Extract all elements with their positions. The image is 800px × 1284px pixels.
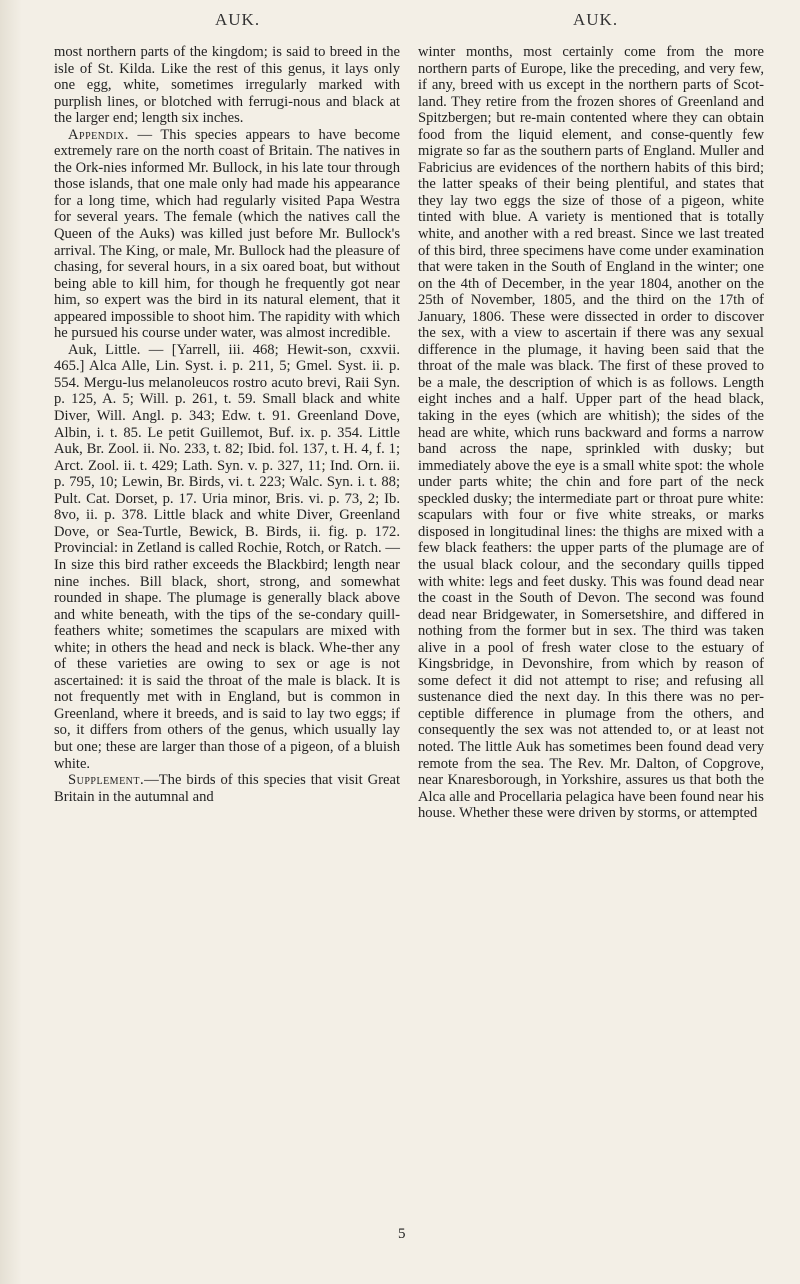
- supplement-paragraph: [54, 772, 400, 805]
- appendix-text: — This species appears to have become extremely rare on the north coast of Britain. The natives in the Ork-nies informed Mr. Bullock, in his late tour through those islands, that one male only had made his appearance for a long time, which had regularly visited Papa Westra for several years. The female (which the natives call the Queen of the Auks) was killed just before Mr. Bullock's arrival. The King, or male, Mr. Bullock had the pleasure of chasing, for several hours, in a six oared boat, but without being able to kill him, for though he frequently got near him, so expert was the bird in its natural element, that it appeared impossible to shoot him. The rapidity with which he pursued his course under water, was almost incredible.: [54, 126, 400, 342]
- page-number: 5: [398, 1226, 406, 1242]
- right-text-column: [418, 44, 764, 822]
- running-header-left: AUK.: [215, 10, 261, 29]
- paragraph: most northern parts of the kingdom; is said to breed in the isle of St. Kilda. Like the rest of this genus, it lays only one egg, white, sometimes irregularly marked with purplish lines, or blotched with ferrugi-nous and black at the larger end; length six inches.: [54, 44, 400, 127]
- appendix-paragraph: [54, 127, 400, 342]
- left-text-column: [54, 44, 400, 805]
- appendix-label: Appendix.: [68, 126, 129, 143]
- little-auk-entry: Auk, Little. — [Yarrell, iii. 468; Hewit-son, cxxvii. 465.] Alca Alle, Lin. Syst. i. p. 211, 5; Gmel. Syst. ii. p. 554. Mergu-lus melanoleucos rostro acuto brevi, Raii Syn. p. 125, A. 5; Will. p. 261, t. 59. Small black and white Diver, Will. Angl. p. 343; Edw. t. 91. Greenland Dove, Albin, i. t. 85. Le petit Guillemot, Buf. ix. p. 354. Little Auk, Br. Zool. ii. No. 233, t. 82; Ibid. fol. 137, t. H. 4, f. 1; Arct. Zool. ii. t. 429; Lath. Syn. v. p. 327, 11; Ind. Orn. ii. p. 795, 10; Lewin, Br. Birds, vi. t. 223; Walc. Syn. i. t. 88; Pult. Cat. Dorset, p. 17. Uria minor, Bris. vi. p. 73, 2; Ib. 8vo, ii. p. 378. Little black and white Diver, Greenland Dove, or Sea-Turtle, Bewick, B. Birds, ii. fig. p. 172. Provincial: in Zetland is called Rochie, Rotch, or Ratch. — In size this bird rather exceeds the Blackbird; length near nine inches. Bill black, short, strong, and somewhat rounded in shape. The plumage is generally black above and white beneath, with the tips of the se-condary quill-feathers white; sometimes the scapulars are mixed with white; in others the head and neck is black. Whe-ther any of these varieties are owing to sex or age is not ascertained: it is said the throat of the male is black. It is not frequently met with in England, but is common in Greenland, where it breeds, and is said to lay two eggs; if so, it differs from others of the genus, which usually lay but one; these are larger than those of a pigeon, of a bluish white.: [54, 341, 400, 772]
- supplement-label: Supplement.: [68, 772, 145, 789]
- supplement-text: —The birds of this species that visit Great Britain in the autumnal and: [54, 772, 400, 805]
- running-header-right: AUK.: [573, 10, 619, 29]
- page-binding-shadow: [0, 0, 22, 1284]
- paragraph: winter months, most certainly come from the more northern parts of Europe, like the preceding, and very few, if any, breed with us except in the northern parts of Scot-land. They retire from the frozen shores of Greenland and Spitzbergen; but re-main contented where they can obtain food from the liquid element, and conse-quently few migrate so far as the southern parts of England. Muller and Fabricius are evidences of the northern habits of this bird; the latter speaks of their being plentiful, and states that they lay two eggs the size of those of a pigeon, white tinted with blue. A variety is mentioned that is totally white, and another with a red breast. Since we last treated of this bird, three specimens have come under examination that were taken in the South of England in the winter; one on the 4th of December, in the year 1804, another on the 25th of November, 1805, and the third on the 17th of January, 1806. These were dissected in order to discover the sex, with a view to ascertain if there was any sexual difference in the plumage, it having been said that the throat of the male was black. The first of these proved to be a male, the description of which is as follows. Length eight inches and a half. Upper part of the head black, taking in the eyes (which are whitish); the sides of the head are white, which runs backward and forms a narrow band across the nape, sprinkled with dusky; but immediately above the eye is a small white spot: the whole under parts white; the chin and fore part of the neck speckled dusky; the intermediate part or throat pure white: scapulars with four or five white streaks, or marks disposed in longitudinal lines: the thighs are mixed with a few black feathers: the upper parts of the plumage are of the usual black colour, and the secondary quills tipped with white: legs and feet dusky. This was found dead near the coast in the South of Devon. The second was found dead near Bridgewater, in Somersetshire, and differed in nothing from the former but in sex. The third was taken alive in a pool of fresh water close to the estuary of Kingsbridge, in Devonshire, from which by reason of some defect it did not attempt to rise; and refusing all sustenance died the next day. In this there was no per-ceptible difference in plumage from the others, and consequently the sex was not attended to, or at least not noted. The little Auk has sometimes been found dead very remote from the sea. The Rev. Mr. Dalton, of Copgrove, near Knaresborough, in Yorkshire, assures us that both the Alca alle and Procellaria pelagica have been found near his house. Whether these were driven by storms, or attempted: [418, 44, 764, 822]
